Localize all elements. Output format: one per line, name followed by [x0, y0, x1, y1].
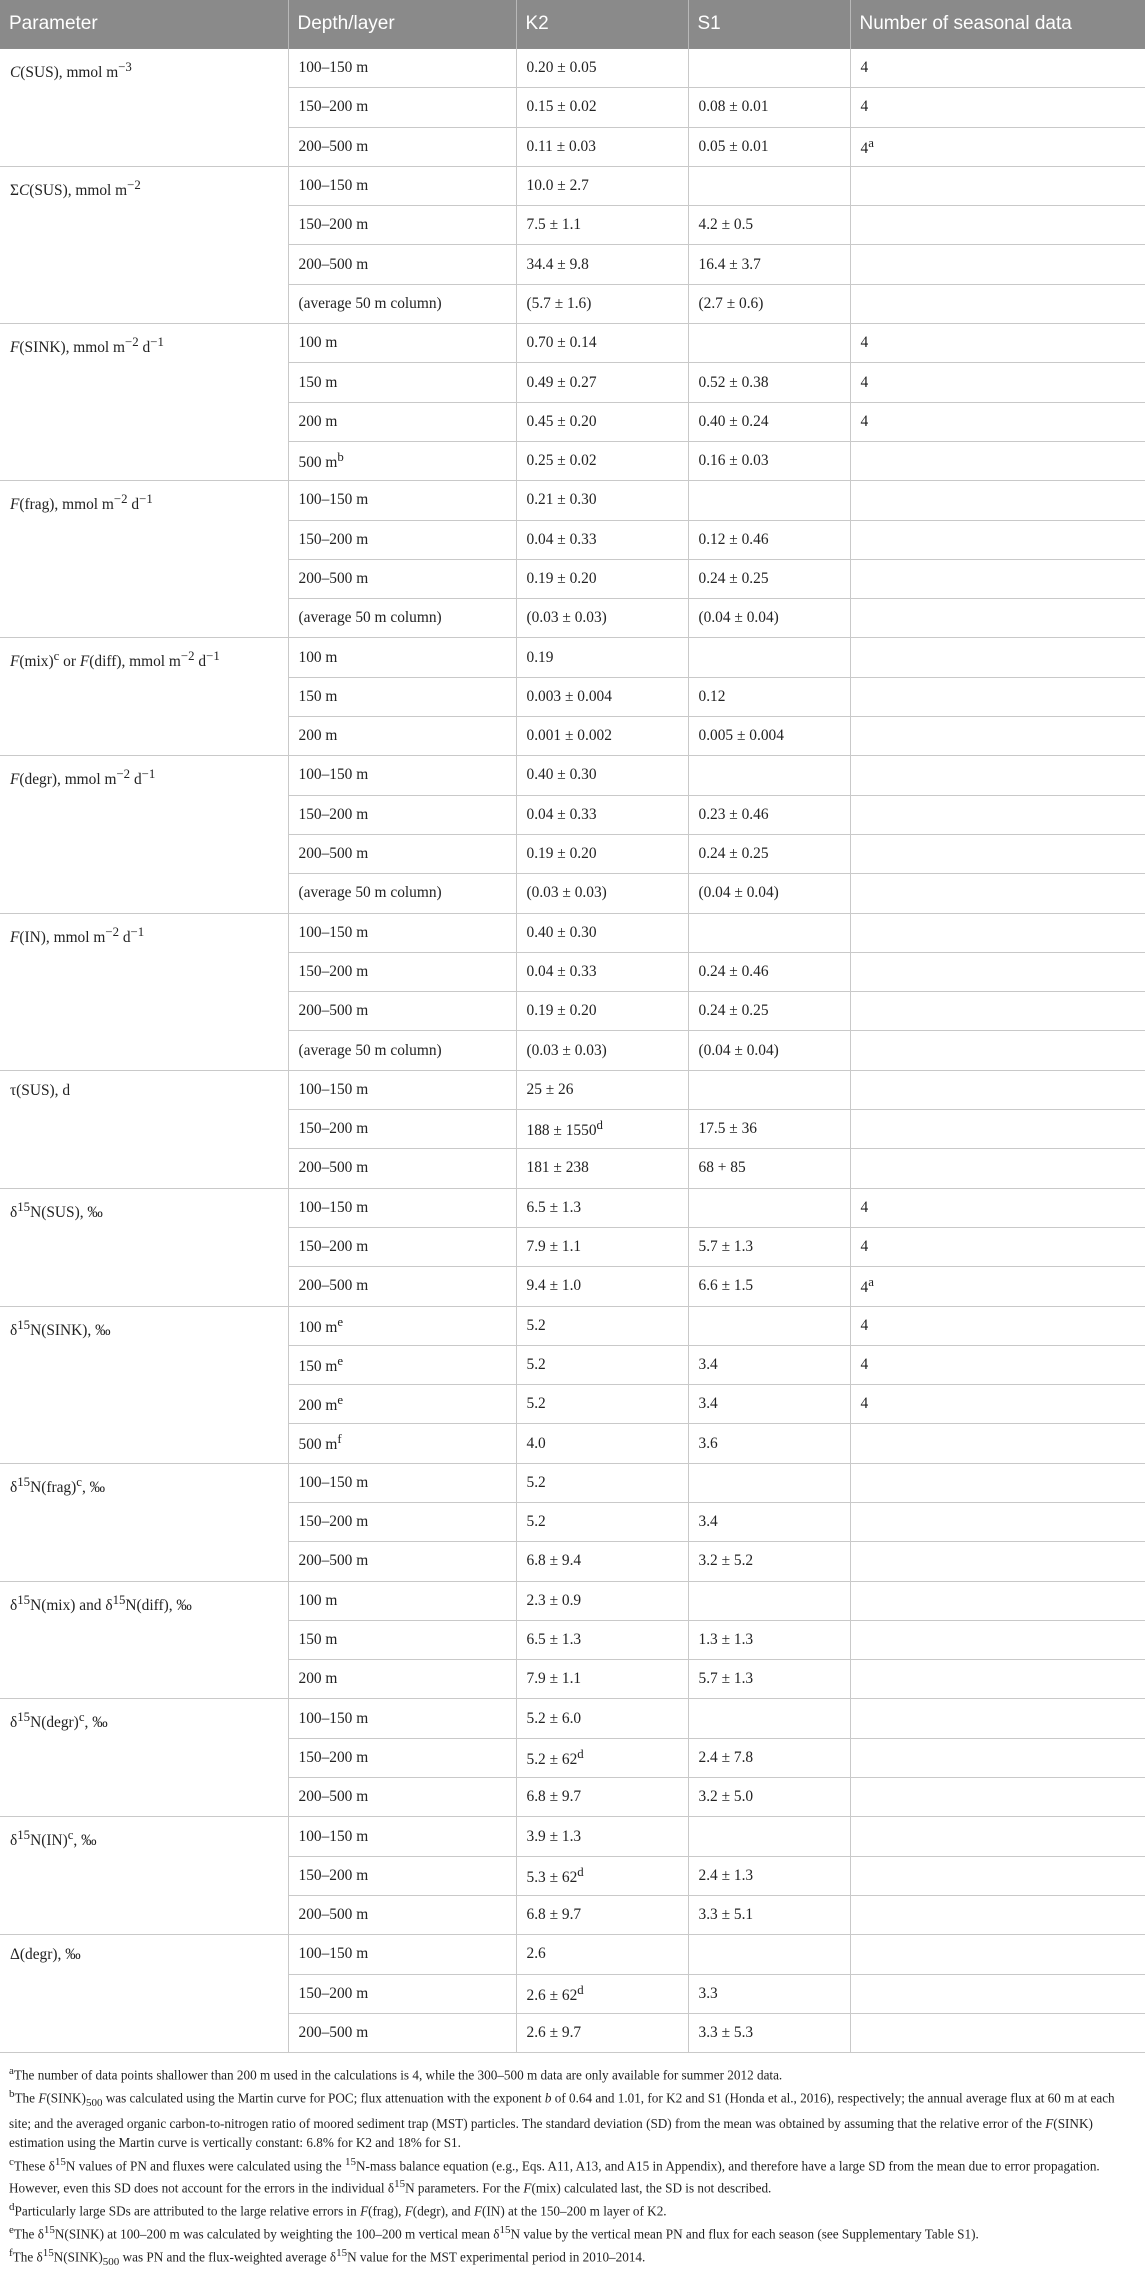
depth-cell: 100–150 m	[288, 1935, 516, 1974]
seasonal-count-cell: 4	[850, 1188, 1145, 1227]
depth-cell: 100–150 m	[288, 1463, 516, 1502]
depth-cell: 200 m	[288, 402, 516, 441]
s1-cell: 0.16 ± 0.03	[688, 441, 850, 480]
k2-cell: 0.003 ± 0.004	[516, 677, 688, 716]
depth-cell: 500 $m^b$	[288, 441, 516, 480]
parameter-cell: F(SINK), mmol $m^{-2}$ $d^{-1}$	[0, 324, 288, 481]
s1-cell: 3.3 ± 5.1	[688, 1895, 850, 1934]
k2-cell: 0.21 ± 0.30	[516, 481, 688, 520]
s1-cell: 0.24 ± 0.25	[688, 834, 850, 873]
seasonal-count-cell: 4	[850, 402, 1145, 441]
s1-cell	[688, 1306, 850, 1345]
s1-cell: 3.6	[688, 1424, 850, 1463]
depth-cell: 200–500 m	[288, 1895, 516, 1934]
s1-cell: 1.3 ± 1.3	[688, 1620, 850, 1659]
s1-cell	[688, 913, 850, 952]
s1-cell: 0.08 ± 0.01	[688, 88, 850, 127]
parameter-cell: $\delta^{15}N(frag)^c$, ‰	[0, 1463, 288, 1581]
seasonal-count-cell	[850, 1031, 1145, 1070]
depth-cell: 150–200 m	[288, 1110, 516, 1149]
seasonal-count-cell	[850, 992, 1145, 1031]
depth-cell: (average 50 m column)	[288, 284, 516, 323]
depth-cell: 150 m	[288, 363, 516, 402]
k2-cell: 6.5 ± 1.3	[516, 1620, 688, 1659]
table-row	[0, 913, 1145, 952]
s1-cell	[688, 324, 850, 363]
seasonal-count-cell	[850, 834, 1145, 873]
seasonal-count-cell	[850, 1699, 1145, 1738]
depth-cell: 150 m	[288, 1620, 516, 1659]
k2-cell: 5.2	[516, 1502, 688, 1541]
seasonal-count-cell	[850, 1935, 1145, 1974]
seasonal-count-cell	[850, 284, 1145, 323]
depth-cell: 150 m	[288, 677, 516, 716]
seasonal-count-cell	[850, 245, 1145, 284]
k2-cell: 0.19 ± 0.20	[516, 992, 688, 1031]
depth-cell: 200–500 m	[288, 1149, 516, 1188]
depth-cell: 100–150 m	[288, 481, 516, 520]
parameter-cell: F(IN), mmol $m^{-2}$ $d^{-1}$	[0, 913, 288, 1070]
seasonal-count-cell: 4	[850, 88, 1145, 127]
s1-cell: 0.52 ± 0.38	[688, 363, 850, 402]
s1-cell	[688, 1581, 850, 1620]
depth-cell: 200 m	[288, 717, 516, 756]
k2-cell: 4.0	[516, 1424, 688, 1463]
depth-cell: 150–200 m	[288, 1738, 516, 1777]
s1-cell	[688, 1070, 850, 1109]
s1-cell: (0.04 ± 0.04)	[688, 874, 850, 913]
k2-cell: $2.6 \pm 62^d$	[516, 1974, 688, 2013]
k2-cell: 0.49 ± 0.27	[516, 363, 688, 402]
k2-cell: 0.40 ± 0.30	[516, 913, 688, 952]
s1-cell: 0.23 ± 0.46	[688, 795, 850, 834]
k2-cell: 0.20 ± 0.05	[516, 49, 688, 88]
depth-cell: 200 m	[288, 1660, 516, 1699]
depth-cell: 150 $m^e$	[288, 1345, 516, 1384]
s1-cell: 3.2 ± 5.2	[688, 1542, 850, 1581]
s1-cell	[688, 1935, 850, 1974]
table-row	[0, 1463, 1145, 1502]
depth-cell: 500 $m^f$	[288, 1424, 516, 1463]
table-row	[0, 756, 1145, 795]
s1-cell: (0.04 ± 0.04)	[688, 599, 850, 638]
s1-cell	[688, 1817, 850, 1856]
k2-cell: 0.04 ± 0.33	[516, 795, 688, 834]
parameter-cell: τ(SUS), d	[0, 1070, 288, 1188]
seasonal-count-cell	[850, 1070, 1145, 1109]
footnote: $^f$The $\delta^{15}N(SINK)_{500}$ was PN and the flux-weighted average $\delta^{15}N$ value for the MST experimental period in 2010–2014.	[9, 2247, 646, 2269]
s1-cell: 17.5 ± 36	[688, 1110, 850, 1149]
depth-cell: 200–500 m	[288, 245, 516, 284]
depth-cell: 150–200 m	[288, 520, 516, 559]
depth-cell: 100–150 m	[288, 1070, 516, 1109]
table-row	[0, 1188, 1145, 1227]
depth-cell: 200–500 m	[288, 1542, 516, 1581]
depth-cell: 200–500 m	[288, 2013, 516, 2052]
depth-cell: 100 $m^e$	[288, 1306, 516, 1345]
depth-cell: 150–200 m	[288, 88, 516, 127]
seasonal-count-cell	[850, 441, 1145, 480]
seasonal-count-cell: 4$^a$	[850, 127, 1145, 166]
k2-cell: 0.15 ± 0.02	[516, 88, 688, 127]
k2-cell: 6.8 ± 9.7	[516, 1778, 688, 1817]
footnotes	[0, 2053, 1145, 2273]
parameter-cell: $\delta^{15}N(SUS)$, ‰	[0, 1188, 288, 1306]
table-row	[0, 1070, 1145, 1109]
s1-cell: 0.40 ± 0.24	[688, 402, 850, 441]
s1-cell: 3.3	[688, 1974, 850, 2013]
s1-cell: 0.005 ± 0.004	[688, 717, 850, 756]
depth-cell: 200–500 m	[288, 992, 516, 1031]
s1-cell	[688, 1463, 850, 1502]
k2-cell: 0.40 ± 0.30	[516, 756, 688, 795]
k2-cell: 6.8 ± 9.7	[516, 1895, 688, 1934]
s1-cell: 3.4	[688, 1385, 850, 1424]
depth-cell: 100–150 m	[288, 49, 516, 88]
k2-cell: 0.70 ± 0.14	[516, 324, 688, 363]
s1-cell: 0.12	[688, 677, 850, 716]
s1-cell: 0.24 ± 0.25	[688, 992, 850, 1031]
seasonal-count-cell: 4	[850, 363, 1145, 402]
depth-cell: 150–200 m	[288, 1502, 516, 1541]
s1-cell: 0.12 ± 0.46	[688, 520, 850, 559]
table-row	[0, 638, 1145, 677]
parameter-cell: ΣC(SUS), mmol $m^{-2}$	[0, 166, 288, 323]
seasonal-count-cell	[850, 166, 1145, 205]
k2-cell: $5.3 \pm 62^d$	[516, 1856, 688, 1895]
seasonal-count-cell: 4	[850, 1385, 1145, 1424]
s1-cell: 2.4 ± 7.8	[688, 1738, 850, 1777]
depth-cell: (average 50 m column)	[288, 599, 516, 638]
s1-cell	[688, 481, 850, 520]
k2-cell: 7.9 ± 1.1	[516, 1660, 688, 1699]
k2-cell: 10.0 ± 2.7	[516, 166, 688, 205]
k2-cell: 2.6	[516, 1935, 688, 1974]
parameter-cell: F(mix)$^c$ or F(diff), mmol $m^{-2}$ $d^{-1}$	[0, 638, 288, 756]
parameter-cell: $\delta^{15}N(mix)$ and $\delta^{15}N(diff)$, ‰	[0, 1581, 288, 1699]
seasonal-count-cell	[850, 1149, 1145, 1188]
s1-cell: 0.24 ± 0.46	[688, 952, 850, 991]
s1-cell: (0.04 ± 0.04)	[688, 1031, 850, 1070]
k2-cell: 6.8 ± 9.4	[516, 1542, 688, 1581]
seasonal-count-cell	[850, 1463, 1145, 1502]
col-header-k2: K2	[516, 0, 688, 49]
k2-cell: 34.4 ± 9.8	[516, 245, 688, 284]
depth-cell: 150–200 m	[288, 1974, 516, 2013]
depth-cell: 100–150 m	[288, 1188, 516, 1227]
seasonal-count-cell: 4	[850, 1306, 1145, 1345]
col-header-parameter: Parameter	[0, 0, 288, 49]
seasonal-count-cell	[850, 1620, 1145, 1659]
table-row	[0, 1699, 1145, 1738]
k2-cell: 181 ± 238	[516, 1149, 688, 1188]
seasonal-count-cell	[850, 559, 1145, 598]
depth-cell: 100 m	[288, 638, 516, 677]
s1-cell: 16.4 ± 3.7	[688, 245, 850, 284]
k2-cell: 5.2 ± 6.0	[516, 1699, 688, 1738]
table-row	[0, 1817, 1145, 1856]
col-header-seasonal: Number of seasonal data	[850, 0, 1145, 49]
table-row	[0, 166, 1145, 205]
k2-cell: 0.19 ± 0.20	[516, 834, 688, 873]
seasonal-count-cell	[850, 1856, 1145, 1895]
seasonal-count-cell	[850, 1424, 1145, 1463]
depth-cell: 200–500 m	[288, 834, 516, 873]
depth-cell: 200–500 m	[288, 1267, 516, 1306]
seasonal-count-cell	[850, 1974, 1145, 2013]
k2-cell: 5.2	[516, 1385, 688, 1424]
s1-cell: 68 + 85	[688, 1149, 850, 1188]
depth-cell: 100–150 m	[288, 1817, 516, 1856]
s1-cell	[688, 638, 850, 677]
depth-cell: 150–200 m	[288, 1856, 516, 1895]
col-header-s1: S1	[688, 0, 850, 49]
depth-cell: 100 m	[288, 324, 516, 363]
depth-cell: 100 m	[288, 1581, 516, 1620]
k2-cell: 0.04 ± 0.33	[516, 520, 688, 559]
k2-cell: 6.5 ± 1.3	[516, 1188, 688, 1227]
footnote: $^b$The $F(SINK)_{500}$ was calculated using the Martin curve for POC; flux attenuation with the exponent b of 0.64 and 1.01, for K2 and S1 (Honda et al., 2016), respectively; the annual average flux at 60 m at each site; and the averaged organic carbon-to-nitrogen ratio of moored sediment trap (MST) particles. The standard deviation (SD) from the mean was obtained by assuming that the relative error of the F(SINK) estimation using the Martin curve is vertically constant: 6.8% for K2 and 18% for S1.	[9, 2088, 1115, 2151]
k2-cell: (0.03 ± 0.03)	[516, 1031, 688, 1070]
k2-cell: 3.9 ± 1.3	[516, 1817, 688, 1856]
table-row	[0, 1581, 1145, 1620]
seasonal-count-cell	[850, 717, 1145, 756]
seasonal-count-cell	[850, 1778, 1145, 1817]
k2-cell: (0.03 ± 0.03)	[516, 874, 688, 913]
k2-cell: 2.6 ± 9.7	[516, 2013, 688, 2052]
s1-cell: 3.2 ± 5.0	[688, 1778, 850, 1817]
s1-cell	[688, 756, 850, 795]
depth-cell: 100–150 m	[288, 756, 516, 795]
s1-cell: 4.2 ± 0.5	[688, 206, 850, 245]
footnote: $^d$Particularly large SDs are attributed to the large relative errors in F(frag), F(degr), and F(IN) at the 150–200 m layer of K2.	[9, 2201, 667, 2219]
seasonal-count-cell	[850, 481, 1145, 520]
seasonal-count-cell	[850, 1581, 1145, 1620]
k2-cell: (0.03 ± 0.03)	[516, 599, 688, 638]
k2-cell: (5.7 ± 1.6)	[516, 284, 688, 323]
s1-cell: 3.3 ± 5.3	[688, 2013, 850, 2052]
k2-cell: 0.04 ± 0.33	[516, 952, 688, 991]
s1-cell	[688, 1188, 850, 1227]
seasonal-count-cell	[850, 677, 1145, 716]
depth-cell: 150–200 m	[288, 1227, 516, 1266]
depth-cell: 100–150 m	[288, 1699, 516, 1738]
k2-cell: 5.2	[516, 1463, 688, 1502]
table-row	[0, 1935, 1145, 1974]
depth-cell: 100–150 m	[288, 913, 516, 952]
parameter-cell: Δ(degr), ‰	[0, 1935, 288, 2053]
k2-cell: 0.45 ± 0.20	[516, 402, 688, 441]
seasonal-count-cell	[850, 874, 1145, 913]
table-row	[0, 481, 1145, 520]
parameter-cell: $\delta^{15}N(degr)^c$, ‰	[0, 1699, 288, 1817]
k2-cell: 5.2	[516, 1345, 688, 1384]
col-header-depth: Depth/layer	[288, 0, 516, 49]
seasonal-count-cell	[850, 756, 1145, 795]
s1-cell: 0.24 ± 0.25	[688, 559, 850, 598]
depth-cell: 200–500 m	[288, 559, 516, 598]
k2-cell: 0.25 ± 0.02	[516, 441, 688, 480]
k2-cell: 0.001 ± 0.002	[516, 717, 688, 756]
depth-cell: 150–200 m	[288, 952, 516, 991]
k2-cell: 7.5 ± 1.1	[516, 206, 688, 245]
seasonal-count-cell	[850, 1660, 1145, 1699]
k2-cell: 5.2	[516, 1306, 688, 1345]
seasonal-count-cell	[850, 1542, 1145, 1581]
depth-cell: (average 50 m column)	[288, 874, 516, 913]
s1-cell: 2.4 ± 1.3	[688, 1856, 850, 1895]
seasonal-count-cell	[850, 638, 1145, 677]
k2-cell: 9.4 ± 1.0	[516, 1267, 688, 1306]
depth-cell: 100–150 m	[288, 166, 516, 205]
seasonal-count-cell: 4	[850, 1227, 1145, 1266]
s1-cell: 5.7 ± 1.3	[688, 1660, 850, 1699]
header-row	[0, 0, 1145, 49]
k2-cell: 0.19 ± 0.20	[516, 559, 688, 598]
k2-cell: $5.2 \pm 62^d$	[516, 1738, 688, 1777]
seasonal-count-cell: 4$^a$	[850, 1267, 1145, 1306]
parameter-cell: $\delta^{15}N(SINK)$, ‰	[0, 1306, 288, 1463]
seasonal-count-cell: 4	[850, 49, 1145, 88]
footnote: $^a$The number of data points shallower than 200 m used in the calculations is 4, while the 300–500 m data are only available for summer 2012 data.	[9, 2065, 783, 2083]
s1-cell: 3.4	[688, 1345, 850, 1384]
table-row	[0, 324, 1145, 363]
k2-cell: $188 \pm 1550^d$	[516, 1110, 688, 1149]
footnote: $^c$These $\delta^{15}N$ values of PN and fluxes were calculated using the $^{15}$N-mass balance equation (e.g., Eqs. A11, A13, and A15 in Appendix), and therefore have a large SD from the mean due to error propagation. However, even this SD does not account for the errors in the individual $\delta^{15}N$ parameters. For the F(mix) calculated last, the SD is not described.	[9, 2155, 1100, 2196]
k2-cell: 0.11 ± 0.03	[516, 127, 688, 166]
table-body	[0, 49, 1145, 2053]
seasonal-count-cell	[850, 520, 1145, 559]
s1-cell: 3.4	[688, 1502, 850, 1541]
seasonal-count-cell	[850, 1817, 1145, 1856]
seasonal-count-cell	[850, 599, 1145, 638]
s1-cell	[688, 166, 850, 205]
s1-cell	[688, 1699, 850, 1738]
seasonal-count-cell	[850, 206, 1145, 245]
depth-cell: 200–500 m	[288, 127, 516, 166]
depth-cell: 150–200 m	[288, 206, 516, 245]
seasonal-count-cell	[850, 795, 1145, 834]
seasonal-count-cell	[850, 1502, 1145, 1541]
s1-cell: 0.05 ± 0.01	[688, 127, 850, 166]
footnote: $^e$The $\delta^{15}N(SINK)$ at 100–200 m was calculated by weighting the 100–200 m vertical mean $\delta^{15}N$ value by the vertical mean PN and flux for each season (see Supplementary Table S1).	[9, 2224, 979, 2242]
depth-cell: 200 $m^e$	[288, 1385, 516, 1424]
k2-cell: 25 ± 26	[516, 1070, 688, 1109]
seasonal-count-cell	[850, 2013, 1145, 2052]
s1-cell: 5.7 ± 1.3	[688, 1227, 850, 1266]
seasonal-count-cell	[850, 1738, 1145, 1777]
s1-cell: (2.7 ± 0.6)	[688, 284, 850, 323]
parameter-cell: $\delta^{15}N(IN)^c$, ‰	[0, 1817, 288, 1935]
s1-cell: 6.6 ± 1.5	[688, 1267, 850, 1306]
parameter-cell: F(frag), mmol $m^{-2}$ $d^{-1}$	[0, 481, 288, 638]
k2-cell: 0.19	[516, 638, 688, 677]
table-row	[0, 1306, 1145, 1345]
table-row	[0, 49, 1145, 88]
depth-cell: (average 50 m column)	[288, 1031, 516, 1070]
parameter-cell: C(SUS), mmol $m^{-3}$	[0, 49, 288, 167]
k2-cell: 7.9 ± 1.1	[516, 1227, 688, 1266]
seasonal-count-cell: 4	[850, 324, 1145, 363]
depth-cell: 150–200 m	[288, 795, 516, 834]
seasonal-count-cell	[850, 1895, 1145, 1934]
seasonal-count-cell: 4	[850, 1345, 1145, 1384]
seasonal-count-cell	[850, 952, 1145, 991]
depth-cell: 200–500 m	[288, 1778, 516, 1817]
parameter-cell: F(degr), mmol $m^{-2}$ $d^{-1}$	[0, 756, 288, 913]
s1-cell	[688, 49, 850, 88]
k2-cell: 2.3 ± 0.9	[516, 1581, 688, 1620]
seasonal-count-cell	[850, 1110, 1145, 1149]
seasonal-count-cell	[850, 913, 1145, 952]
